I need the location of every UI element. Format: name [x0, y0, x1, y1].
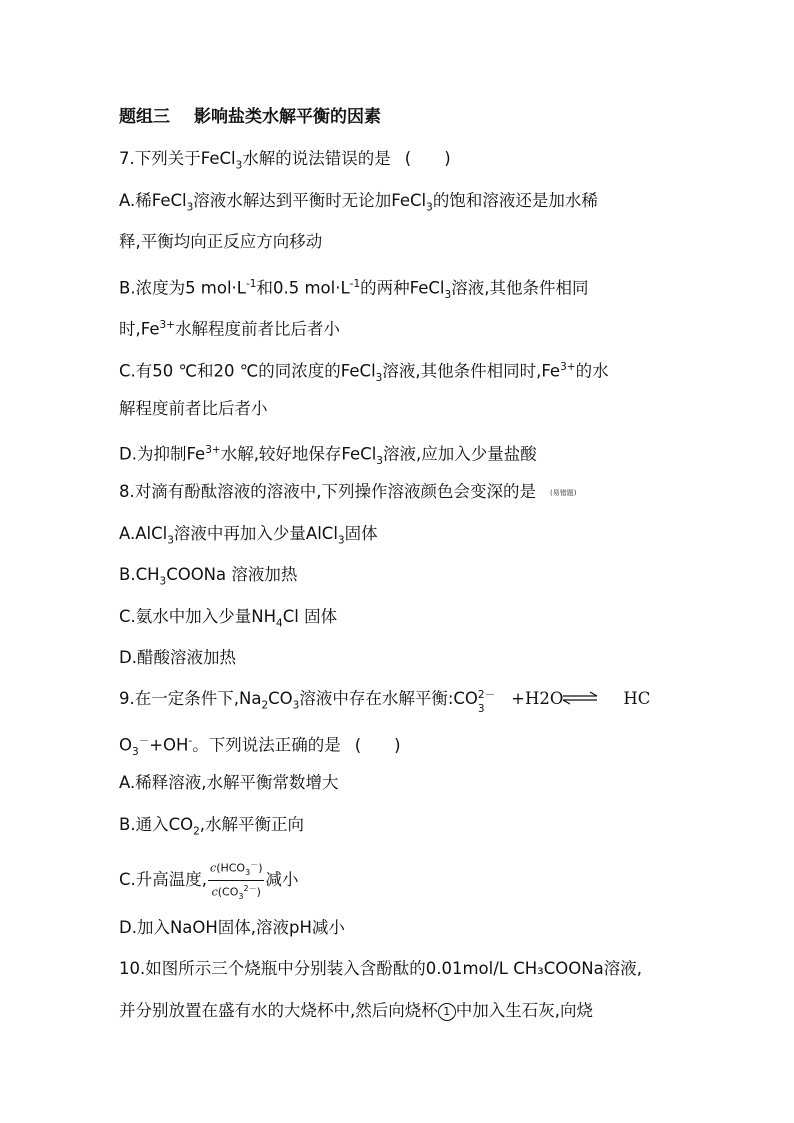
q9-option-d: D.加入NaOH固体,溶液pH减小	[119, 918, 345, 937]
q10-stem-cont: 并分别放置在盛有水的大烧杯中,然后向烧杯 1 中加入生石灰,向烧	[119, 1001, 593, 1020]
q9-stem: 9.在一定条件下$,Na_2CO_3$溶液中存在水解平衡:CO 2－ 3 +H2O HC	[119, 689, 651, 715]
q7-option-a: A.稀FeCl$_3$溶液水解达到平衡时无论加FeCl$_3$的饱和溶液还是加水稀	[119, 191, 598, 214]
q7-option-b: B.浓度为5 $mol\cdot L^{-1}$和0.5 $mol\cdot L^{-1}$的两种FeCl$_3$溶液,其他条件相同	[119, 278, 589, 301]
section-heading	[119, 105, 381, 129]
q8-option-d: D.醋酸溶液加热	[119, 648, 236, 667]
q9-option-a: A.稀释溶液,水解平衡常数增大	[119, 773, 339, 792]
q9-option-b: B.通入$CO_2$,水解平衡正向	[119, 815, 305, 838]
q7-option-d: D.为抑制$Fe^{3+}$水解,较好地保存FeCl$_3$溶液,应加入少量盐酸	[119, 444, 537, 467]
q7-option-a-cont: 释,平衡均向正反应方向移动	[119, 232, 323, 251]
q7-option-c-cont: 解程度前者比后者小	[119, 399, 268, 418]
q9-option-c: C.升高温度, $\frac{c(HCO_3^-)}{c(CO_3^{2-})}$ 减小	[119, 860, 299, 901]
equilibrium-arrow-icon	[563, 688, 599, 712]
section-title: 题组三	[119, 107, 170, 127]
concentration-ratio: $\frac{c(HCO_3^-)}{c(CO_3^{2-})}$	[210, 860, 263, 901]
q8-option-b: $B.CH_3COONa$ 溶液加热	[119, 565, 298, 588]
q8-option-c: C.氨水中加入少量$NH_4Cl$ 固体	[119, 607, 338, 630]
circled-number: 1	[438, 1003, 456, 1021]
q8-option-a: A.AlCl$_3$溶液中再加入少量AlCl$_3$固体	[119, 524, 378, 547]
q9-stem-cont: $O_3^-+OH^-$。下列说法正确的是 ( )	[119, 735, 401, 758]
answer-blank: ( )	[404, 149, 451, 168]
q7-option-b-cont: 时$,Fe^{3+}$水解程度前者比后者小	[119, 319, 340, 339]
q8-stem: 8.对滴有酚酞溶液的溶液中,下列操作溶液颜色会变深的是 (易错题)	[119, 482, 577, 501]
answer-blank: ( )	[354, 735, 401, 755]
difficulty-note: (易错题)	[550, 489, 577, 497]
q10-stem: 10.如图所示三个烧瓶中分别装入含酚酞的0.01mol/L CH₃COONa溶液,	[119, 959, 642, 978]
section-subtitle: 影响盐类水解平衡的因素	[194, 107, 381, 127]
q7-option-c: C.有50 ℃和20 ℃的同浓度的FeCl$_3$溶液,其他条件相同时$,Fe^{3+}$的水	[119, 361, 609, 384]
q7-stem: 7.下列关于FeCl$_3$水解的说法错误的是 ( )	[119, 149, 451, 172]
